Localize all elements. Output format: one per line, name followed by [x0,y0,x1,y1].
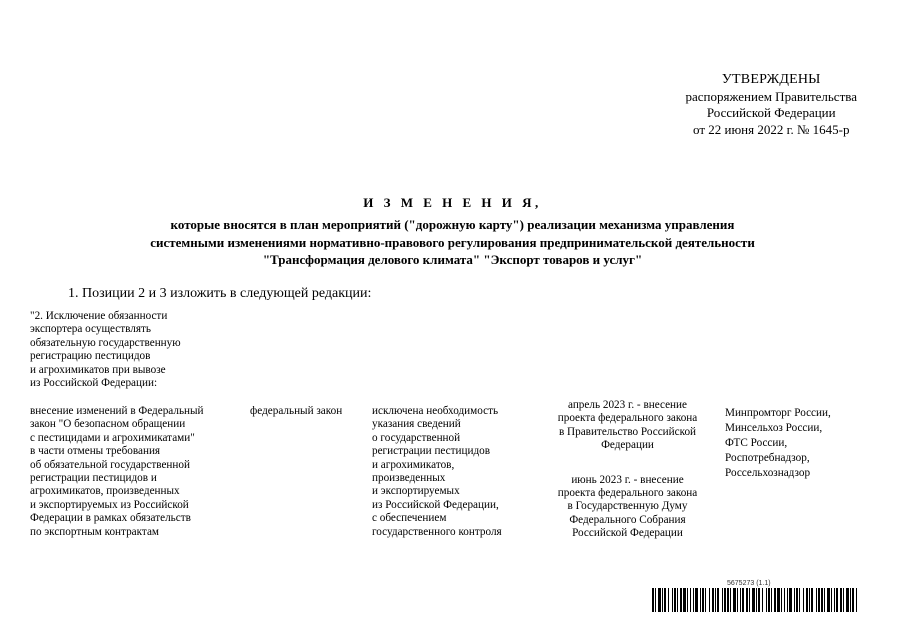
barcode-bar [846,588,849,612]
barcode-bar [766,588,767,612]
barcode-bar [824,588,825,612]
barcode-bar [774,588,776,612]
item-1-paragraph: 1. Позиции 2 и 3 изложить в следующей редакции: [68,286,372,301]
barcode-bar [856,588,857,612]
section-heading-line: регистрацию пестицидов [30,350,151,363]
barcode-bar [730,588,731,612]
section-heading-line: экспортера осуществлять [30,323,152,336]
responsible-line: Роспотребнадзор, [725,452,810,464]
responsible-line: Россельхознадзор [725,467,811,479]
barcode-bar [662,588,663,612]
barcode-bar [816,588,817,612]
result-line: и агрохимикатов, [372,458,455,471]
barcode-bar [777,588,780,612]
subtitle-line: системными изменениями нормативно-правового регулирования предпринимательской деятельности [150,234,755,250]
deadline-line: Федерального Собрания [569,513,686,526]
barcode-bar [702,588,704,612]
measure-cell [30,405,245,539]
responsible-cell [725,406,895,481]
barcode-bar [690,588,691,612]
barcode-bar [717,588,719,612]
deadline-line: проекта федерального закона [557,412,698,425]
result-line: указания сведений [372,418,461,431]
barcode-bar [811,588,813,612]
barcode-bar [742,588,744,612]
result-line: из Российской Федерации, [372,498,499,511]
responsible-line: ФТС России, [725,437,788,449]
barcode-bar [781,588,782,612]
approval-line: Российской Федерации [706,105,836,120]
barcode-bar [712,588,714,612]
deadline-line: Российской Федерации [572,527,683,540]
barcode-bar [752,588,755,612]
measure-line: об обязательной государственной [30,458,190,471]
barcode-bar [680,588,682,612]
barcode-bar [803,588,804,612]
barcode-bar [695,588,698,612]
barcode-bar [687,588,688,612]
measure-line: закон "О безопасном обращении [30,418,186,431]
document-title: И З М Е Н Е Н И Я, [363,195,542,210]
section-heading-line: из Российской Федерации: [30,377,158,390]
barcode-bar [758,588,760,612]
barcode-bar [756,588,757,612]
document-code: 5675273 (1.1) [727,580,771,587]
barcode-bar [722,588,723,612]
measure-line: агрохимикатов, произведенных [30,485,180,498]
barcode-bar [787,588,788,612]
result-line: с обеспечением [372,512,447,525]
measure-line: с пестицидами и агрохимикатами" [30,431,195,444]
barcode-bar [836,588,838,612]
section-heading [30,310,245,390]
approval-title: УТВЕРЖДЕНЫ [721,72,821,87]
measure-line: регистрации пестицидов и [30,472,157,485]
subtitle-line: которые вносятся в план мероприятий ("дорожную карту") реализации механизма управления [170,217,735,232]
deadline-line: в Правительство Российской [558,425,697,438]
barcode-bar [715,588,716,612]
barcode-bar [771,588,772,612]
barcode-bar [831,588,832,612]
measure-line: по экспортным контрактам [30,525,159,538]
barcode-bar [733,588,736,612]
barcode-bar [709,588,710,612]
barcode-bar [664,588,666,612]
barcode-bar [705,588,706,612]
result-cell [372,405,542,539]
barcode-bar [700,588,701,612]
barcode-bar [693,588,694,612]
barcode-bar [768,588,770,612]
barcode-bar [809,588,810,612]
barcode-icon [652,588,858,612]
barcode-bar [762,588,763,612]
result-line: произведенных [372,472,446,485]
deadline-line: проекта федерального закона [557,487,698,500]
barcode-bar [746,588,748,612]
measure-line: Федерации в рамках обязательств [30,512,191,525]
barcode-bar [796,588,798,612]
barcode-bar [724,588,726,612]
section-heading-line: "2. Исключение обязанности [30,310,168,322]
deadline-cell [540,399,715,541]
barcode-bar [683,588,686,612]
barcode-bar [806,588,808,612]
subtitle-line: "Трансформация делового климата" "Экспорт товаров и услуг" [262,252,643,267]
document-type-cell: федеральный закон [250,405,343,417]
barcode-bar [784,588,785,612]
barcode-bar [834,588,835,612]
section-heading-line: и агрохимикатов при вывозе [30,363,166,376]
measure-line: внесение изменений в Федеральный [30,405,204,417]
measure-line: в части отмены требования [30,445,161,458]
barcode-bar [852,588,854,612]
barcode-bar [850,588,851,612]
barcode-bar [727,588,729,612]
deadline-line: апрель 2023 г. - внесение [568,399,687,411]
responsible-line: Минпромторг России, [725,407,831,419]
barcode-bar [677,588,678,612]
barcode-bar [672,588,673,612]
approval-line: от 22 июня 2022 г. № 1645-р [693,121,850,137]
barcode-bar [799,588,800,612]
measure-line: и экспортируемых из Российской [30,498,189,511]
approval-block [685,72,857,138]
deadline-line: Федерации [601,439,654,452]
deadline-line: июнь 2023 г. - внесение [571,473,684,486]
barcode-bar [840,588,842,612]
barcode-bar [821,588,823,612]
barcode-bar [674,588,676,612]
barcode-bar [818,588,820,612]
section-heading-line: обязательную государственную [30,336,181,349]
result-line: исключена необходимость [372,405,499,417]
barcode-bar [827,588,830,612]
barcode-bar [655,588,656,612]
result-line: регистрации пестицидов [372,445,491,458]
deadline-line: в Государственную Думу [567,500,688,513]
result-line: государственного контроля [372,525,502,538]
barcode-bar [749,588,750,612]
barcode-bar [652,588,654,612]
approval-line: распоряжением Правительства [685,88,857,104]
barcode-bar [794,588,795,612]
barcode-bar [789,588,792,612]
barcode-bar [740,588,741,612]
result-line: и экспортируемых [372,485,460,498]
barcode-bar [658,588,661,612]
result-line: о государственной [372,431,461,444]
document-subtitle [0,216,905,269]
barcode-bar [737,588,738,612]
responsible-line: Минсельхоз России, [725,422,823,434]
barcode-bar [668,588,669,612]
barcode-bar [843,588,844,612]
